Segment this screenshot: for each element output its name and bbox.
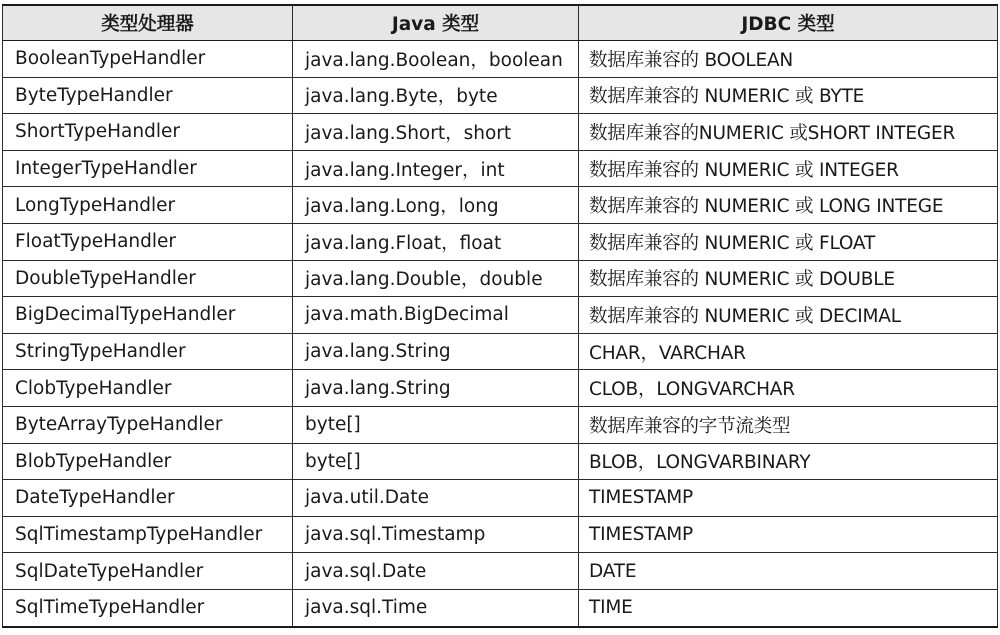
table-row bbox=[3, 589, 998, 626]
jdbc-type-cell: TIMESTAMP bbox=[579, 516, 998, 553]
java-type-cell: java.lang.String bbox=[293, 333, 579, 370]
table-row bbox=[3, 150, 998, 187]
java-type-cell: java.lang.Boolean，boolean bbox=[293, 41, 579, 78]
table-row bbox=[3, 41, 998, 78]
type-handler-table bbox=[2, 4, 998, 628]
java-type-cell: java.util.Date bbox=[293, 480, 579, 517]
table-row bbox=[3, 260, 998, 297]
jdbc-type-cell: BLOB，LONGVARBINARY bbox=[579, 443, 998, 480]
type-handler-cell: DoubleTypeHandler bbox=[3, 260, 293, 297]
java-type-cell: byte[] bbox=[293, 406, 579, 443]
jdbc-type-cell: 数据库兼容的字节流类型 bbox=[579, 406, 998, 443]
header-row bbox=[3, 5, 998, 41]
jdbc-type-cell: 数据库兼容的 NUMERIC 或 INTEGER bbox=[579, 150, 998, 187]
java-type-cell: byte[] bbox=[293, 443, 579, 480]
jdbc-type-cell: 数据库兼容的NUMERIC 或SHORT INTEGER bbox=[579, 114, 998, 151]
type-handler-cell: ByteArrayTypeHandler bbox=[3, 406, 293, 443]
jdbc-type-cell: TIME bbox=[579, 589, 998, 626]
type-handler-cell: ShortTypeHandler bbox=[3, 114, 293, 151]
type-handler-cell: StringTypeHandler bbox=[3, 333, 293, 370]
jdbc-type-cell: 数据库兼容的 BOOLEAN bbox=[579, 41, 998, 78]
jdbc-type-cell: 数据库兼容的 NUMERIC 或 DOUBLE bbox=[579, 260, 998, 297]
table-header bbox=[3, 5, 998, 41]
header-type-handler: 类型处理器 bbox=[3, 5, 293, 41]
table-row bbox=[3, 297, 998, 334]
type-handler-table-container bbox=[2, 4, 997, 628]
java-type-cell: java.lang.Float，float bbox=[293, 223, 579, 260]
java-type-cell: java.sql.Time bbox=[293, 589, 579, 626]
java-type-cell: java.math.BigDecimal bbox=[293, 297, 579, 334]
header-java-type: Java 类型 bbox=[293, 5, 579, 41]
java-type-cell: java.sql.Date bbox=[293, 553, 579, 590]
jdbc-type-cell: 数据库兼容的 NUMERIC 或 DECIMAL bbox=[579, 297, 998, 334]
table-row bbox=[3, 114, 998, 151]
jdbc-type-cell: TIMESTAMP bbox=[579, 480, 998, 517]
table-row bbox=[3, 333, 998, 370]
jdbc-type-cell: CLOB，LONGVARCHAR bbox=[579, 370, 998, 407]
java-type-cell: java.lang.Double，double bbox=[293, 260, 579, 297]
table-row bbox=[3, 553, 998, 590]
type-handler-cell: DateTypeHandler bbox=[3, 480, 293, 517]
table-row bbox=[3, 443, 998, 480]
type-handler-cell: BlobTypeHandler bbox=[3, 443, 293, 480]
table-row bbox=[3, 406, 998, 443]
type-handler-cell: FloatTypeHandler bbox=[3, 223, 293, 260]
type-handler-cell: LongTypeHandler bbox=[3, 187, 293, 224]
table-row bbox=[3, 187, 998, 224]
table-row bbox=[3, 77, 998, 114]
jdbc-type-cell: CHAR，VARCHAR bbox=[579, 333, 998, 370]
header-jdbc-type: JDBC 类型 bbox=[579, 5, 998, 41]
java-type-cell: java.lang.Long，long bbox=[293, 187, 579, 224]
jdbc-type-cell: 数据库兼容的 NUMERIC 或 LONG INTEGE bbox=[579, 187, 998, 224]
type-handler-cell: SqlTimeTypeHandler bbox=[3, 589, 293, 626]
java-type-cell: java.lang.Byte，byte bbox=[293, 77, 579, 114]
type-handler-cell: IntegerTypeHandler bbox=[3, 150, 293, 187]
jdbc-type-cell: 数据库兼容的 NUMERIC 或 FLOAT bbox=[579, 223, 998, 260]
java-type-cell: java.lang.Integer，int bbox=[293, 150, 579, 187]
jdbc-type-cell: 数据库兼容的 NUMERIC 或 BYTE bbox=[579, 77, 998, 114]
type-handler-cell: ClobTypeHandler bbox=[3, 370, 293, 407]
type-handler-cell: ByteTypeHandler bbox=[3, 77, 293, 114]
type-handler-cell: BigDecimalTypeHandler bbox=[3, 297, 293, 334]
type-handler-cell: SqlTimestampTypeHandler bbox=[3, 516, 293, 553]
java-type-cell: java.sql.Timestamp bbox=[293, 516, 579, 553]
java-type-cell: java.lang.Short，short bbox=[293, 114, 579, 151]
table-row bbox=[3, 223, 998, 260]
table-row bbox=[3, 370, 998, 407]
jdbc-type-cell: DATE bbox=[579, 553, 998, 590]
table-row bbox=[3, 480, 998, 517]
type-handler-cell: BooleanTypeHandler bbox=[3, 41, 293, 78]
java-type-cell: java.lang.String bbox=[293, 370, 579, 407]
table-row bbox=[3, 516, 998, 553]
table-body bbox=[3, 41, 998, 627]
type-handler-cell: SqlDateTypeHandler bbox=[3, 553, 293, 590]
